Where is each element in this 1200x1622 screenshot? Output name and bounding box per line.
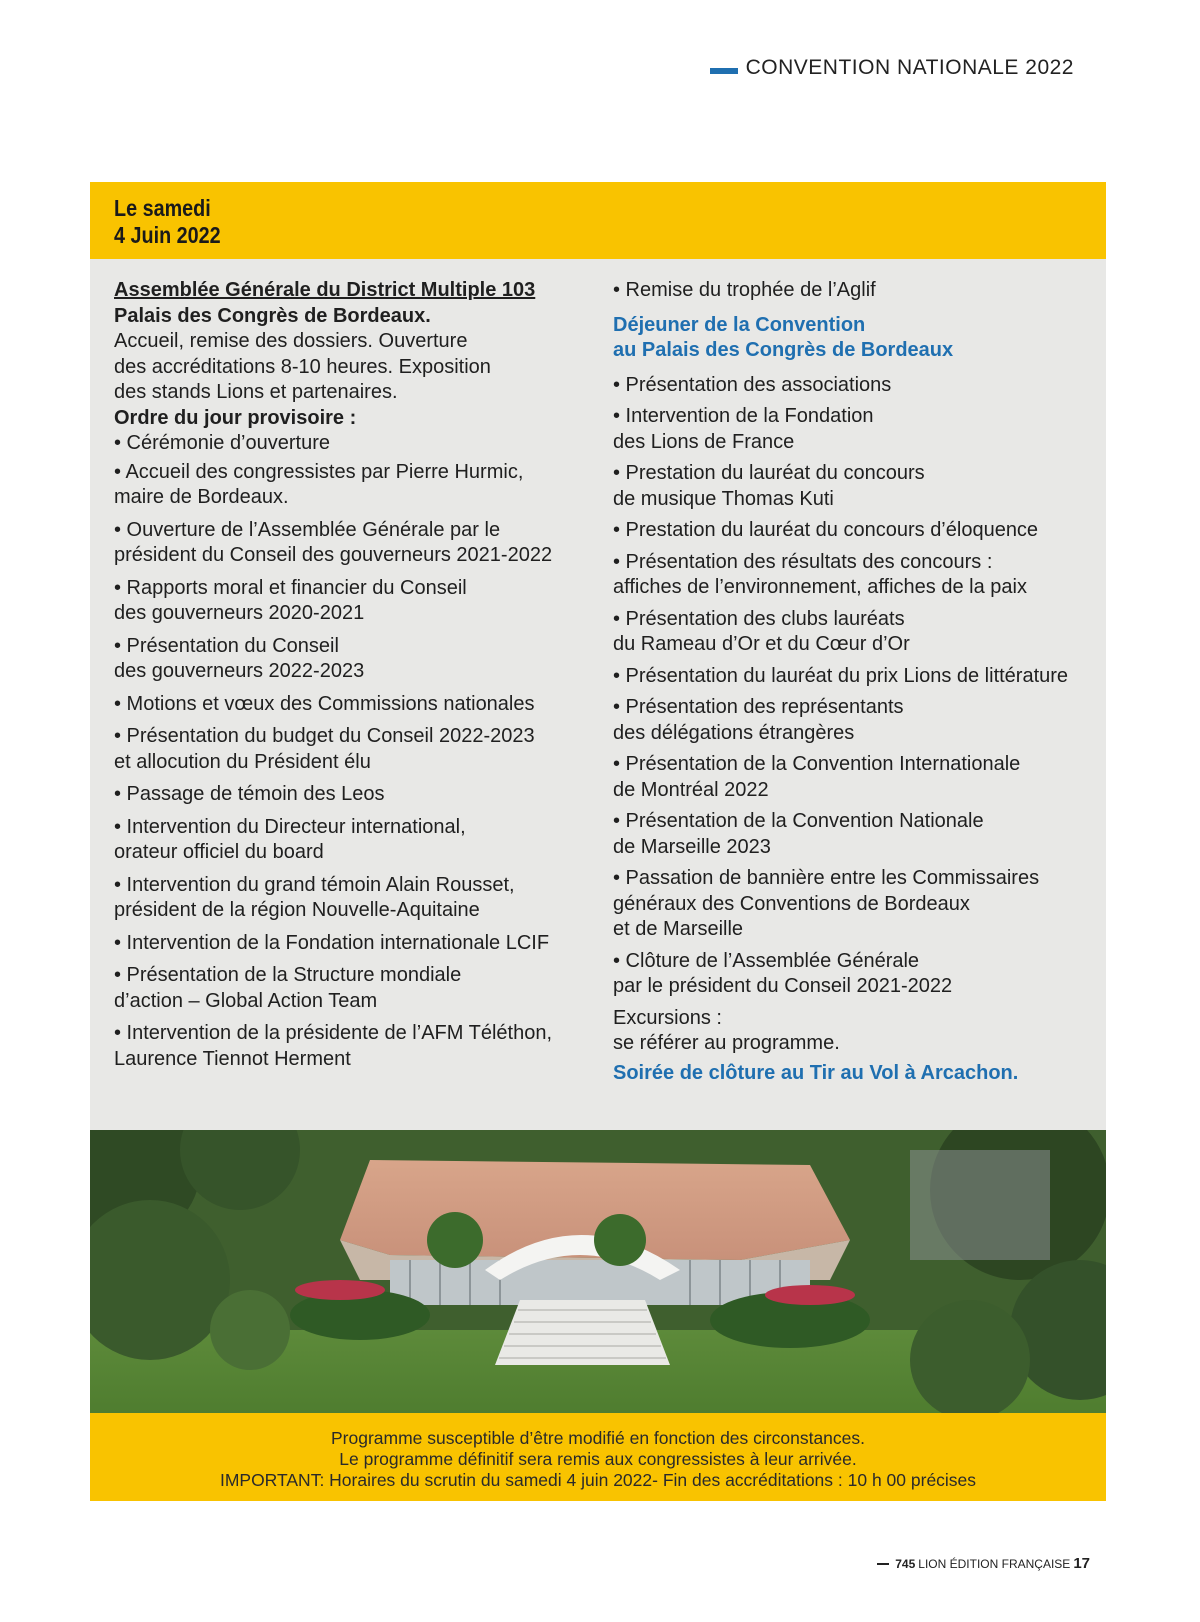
lunch-item: • Prestation du lauréat du concours d’éloquence xyxy=(613,519,1039,541)
lunch-item: • Présentation des résultats des concours : affiches de l’environnement, affiches de la paix xyxy=(613,550,1027,598)
closing-heading: Soirée de clôture au Tir au Vol à Arcachon. xyxy=(613,1061,1019,1084)
agenda-list xyxy=(114,431,584,1072)
agenda-item: • Intervention de la Fondation internationale LCIF xyxy=(114,931,550,954)
excursions-note: Excursions : se référer au programme. xyxy=(613,1006,840,1054)
agenda-item: • Accueil des congressistes par Pierre Hurmic, maire de Bordeaux. xyxy=(114,460,524,508)
trophy-item: • Remise du trophée de l’Aglif xyxy=(613,279,876,301)
agenda-item: • Présentation du budget du Conseil 2022-2023 et allocution du Président élu xyxy=(114,725,535,773)
issue-number: 745 xyxy=(895,1557,916,1571)
agenda-item: • Cérémonie d’ouverture xyxy=(114,432,330,454)
right-column xyxy=(613,278,1093,1086)
venue-photo xyxy=(90,1130,1106,1413)
program-disclaimer: Programme susceptible d’être modifié en fonction des circonstances. Le programme définitif sera remis aux congressistes à leur arrivée. IMPORTANT: Horaires du scrutin du samedi 4 juin 2022- Fin des accréditations : 10 h 00 précises xyxy=(90,1413,1106,1501)
agenda-item: • Passage de témoin des Leos xyxy=(114,783,385,805)
date-banner xyxy=(90,182,1106,259)
assembly-title: Assemblée Générale du District Multiple 103 xyxy=(114,279,536,301)
lunch-item: • Intervention de la Fondation des Lions de France xyxy=(613,405,874,453)
left-column xyxy=(114,278,584,1072)
lunch-item: • Présentation des clubs lauréats du Rameau d’Or et du Cœur d’Or xyxy=(613,607,910,655)
agenda-item: • Rapports moral et financier du Conseil des gouverneurs 2020-2021 xyxy=(114,576,467,624)
page-footer xyxy=(877,1555,1090,1572)
lunch-item: • Présentation du lauréat du prix Lions de littérature xyxy=(613,664,1069,687)
venue-aerial-image xyxy=(90,1130,1106,1413)
agenda-item: • Présentation de la Structure mondiale d’action – Global Action Team xyxy=(114,964,462,1012)
lunch-item: • Prestation du lauréat du concours de musique Thomas Kuti xyxy=(613,462,925,510)
section-header xyxy=(710,56,1074,80)
agenda-item: • Intervention de la présidente de l’AFM Téléthon, Laurence Tiennot Herment xyxy=(114,1022,552,1070)
section-title: CONVENTION NATIONALE 2022 xyxy=(745,56,1074,79)
publication-name: LION ÉDITION FRANÇAISE xyxy=(918,1557,1071,1571)
date-title: Le samedi 4 Juin 2022 xyxy=(114,195,221,248)
intro-text: Accueil, remise des dossiers. Ouverture des accréditations 8-10 heures. Exposition des stands Lions et partenaires. xyxy=(114,330,491,403)
lunch-item: • Présentation de la Convention Internationale de Montréal 2022 xyxy=(613,753,1021,801)
lunch-item: • Présentation des représentants des délégations étrangères xyxy=(613,696,904,744)
agenda-item: • Intervention du Directeur international, orateur officiel du board xyxy=(114,815,466,863)
lunch-item: • Présentation des associations xyxy=(613,373,892,396)
agenda-item: • Ouverture de l’Assemblée Générale par le président du Conseil des gouverneurs 2021-2022 xyxy=(114,518,553,566)
agenda-item: • Présentation du Conseil des gouverneurs 2022-2023 xyxy=(114,634,365,682)
lunch-list xyxy=(613,373,1093,1057)
page-number: 17 xyxy=(1073,1555,1090,1572)
lunch-heading: Déjeuner de la Convention au Palais des Congrès de Bordeaux xyxy=(613,313,954,361)
lunch-item: • Clôture de l’Assemblée Générale par le président du Conseil 2021-2022 xyxy=(613,949,953,997)
agenda-item: • Intervention du grand témoin Alain Rousset, président de la région Nouvelle-Aquitaine xyxy=(114,873,515,921)
agenda-label: Ordre du jour provisoire : xyxy=(114,406,357,429)
venue-title: Palais des Congrès de Bordeaux. xyxy=(114,304,431,327)
lunch-item: • Passation de bannière entre les Commissaires généraux des Conventions de Bordeaux et de Marseille xyxy=(613,867,1040,940)
section-accent-bar xyxy=(710,68,738,74)
lunch-item: • Présentation de la Convention Nationale de Marseille 2023 xyxy=(613,810,984,858)
agenda-item: • Motions et vœux des Commissions nationales xyxy=(114,692,535,715)
footer-dash xyxy=(877,1563,889,1565)
